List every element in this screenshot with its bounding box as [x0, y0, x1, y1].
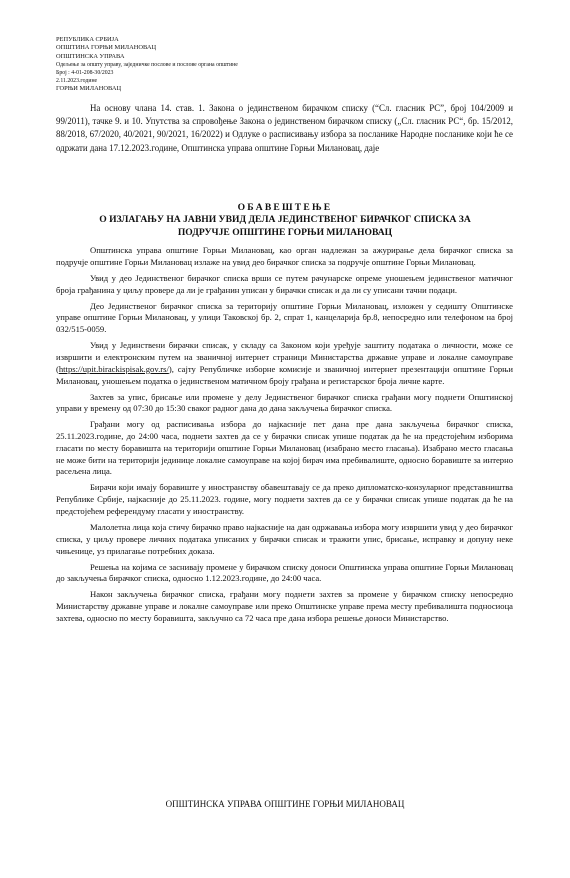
paragraph-3: Део Јединственог бирачког списка за територију општине Горњи Милановац, изложен у седишту Општинске управе општине Горњи Милановац, у улици Таковској бр. 2, спрат 1, канцеларија бр.8, непосредно или телефоном на број 032/515-0059.	[56, 300, 513, 335]
header-administration: ОПШТИНСКА УПРАВА	[56, 52, 125, 60]
notice-title	[50, 202, 520, 239]
paragraph-9: Решења на којима се заснивају промене у бирачком списку доноси Општинска управа општине Горњи Милановац до закључења бирачког списка, односно 1.12.2023.године, до 24:00 часа.	[56, 561, 513, 584]
paragraph-7: Бирачи који имају боравиште у иностранству обавештавају се да преко дипломатско-конзуларног представништва Републике Србије, најкасније до 25.11.2023. године, могу поднети захтев да се у бирачки списак упише податак да ће на предстојећем референдуму гласати у иностранству.	[56, 482, 513, 517]
header-department: Одељење за општу управу, заједничке послове и послове органа општине	[56, 62, 238, 69]
header-city: ГОРЊИ МИЛАНОВАЦ	[56, 85, 122, 93]
paragraph-4-text-after: ), сајту Републичке изборне комисије и званичној интернет презентацији општине Горњи Милановац, уношењем податка о јединственом матичном броју грађана и регистарског броја личне карте.	[56, 363, 513, 386]
document-header	[56, 36, 238, 94]
header-reference-number: Број : 4-01-208-30/2023	[56, 70, 114, 77]
header-date: 2.11.2023.године	[56, 78, 98, 85]
paragraph-2: Увид у део Јединственог бирачког списка врши се путем рачунарске опреме уношењем јединственог матичног броја грађанина у циљу провере да ли је грађанин уписан у бирачки списак и да ли су уписани тачни подаци.	[56, 272, 513, 295]
paragraph-5: Захтев за упис, брисање или промене у делу Јединственог бирачког списка грађани могу поднети Општинској управи у времену од 07:30 до 15:30 сваког радног дана до дана закључења бирачког списка.	[56, 391, 513, 414]
notice-body	[56, 245, 513, 629]
header-municipality: ОПШТИНА ГОРЊИ МИЛАНОВАЦ	[56, 44, 157, 52]
paragraph-4-text-before: Увид у Јединствени бирачки списак, у складу са Законом који уређује заштиту података о личности, може се извршити и електронским путем на званичној интернет страници Министарства државне управе и локалне самоуправе (	[56, 340, 513, 374]
paragraph-6: Грађани могу од расписивања избора до најкасније пет дана пре дана закључења бирачког списка, 25.11.2023.године, до 24:00 часа, поднети захтев да се у бирачки списак упише податак да ће на предстојећим изборима гласати по месту боравишта на територији општине Горњи Милановац (изабрано место гласања). Изабрано место гласања не може бити на територији јединице локалне самоуправе на којој бирач има пребивалиште, односно боравиште за интерно расељена лица.	[56, 419, 513, 477]
paragraph-4	[56, 340, 513, 387]
paragraph-10: Након закључења бирачког списка, грађани могу поднети захтев за промене у бирачком списку непосредно Министарству државне управе и локалне самоуправе или преко Општинске управе према месту пребивалишта подносиоца захтева, односно по месту боравишта, закључно са 72 часа пре дана избора решење доноси Министарство.	[56, 589, 513, 623]
paragraph-8: Малолетна лица која стичу бирачко право најкасније на дан одржавања избора могу извршити увид у део бирачког списка, у циљу провере личних података уписаних у бирачки списак и тражити упис, брисање, исправку и допуну неке чињенице, уз прилагање потребних доказа.	[56, 522, 513, 556]
intro-paragraph: На основу члана 14. став. 1. Закона о јединственом бирачком списку (“Сл. гласник РС”, број 104/2009 и 99/2011), тачке 9. и 10. Упутства за спровођење Закона о јединственом бирачком списку („Сл. гласник РС“, бр. 15/2012, 88/2018, 67/2020, 40/2021, 90/2021, 16/2022) и Одлуке о расписивању избора за посланике Народне посланике који ће се одржати дана 17.12.2023.године, Општинска управа општине Горњи Милановац, даје	[56, 103, 513, 153]
notice-title-line2: О ИЗЛАГАЊУ НА ЈАВНИ УВИД ДЕЛА ЈЕДИНСТВЕНОГ БИРАЧКОГ СПИСКА ЗА	[99, 214, 471, 226]
signature: ОПШТИНСКА УПРАВА ОПШТИНЕ ГОРЊИ МИЛАНОВАЦ	[165, 799, 405, 809]
notice-title-line1: ОБАВЕШТЕЊЕ	[237, 202, 333, 213]
voter-list-link[interactable]: https://upit.birackispisak.gov.rs/	[58, 363, 169, 374]
notice-title-line3: ПОДРУЧЈЕ ОПШТИНЕ ГОРЊИ МИЛАНОВАЦ	[177, 226, 393, 238]
paragraph-1: Општинска управа општине Горњи Милановац, као орган надлежан за ажурирање дела бирачког списка за подручје општине Горњи Милановац излаже на увид део бирачког списка за подручје општине Горњи Милановац.	[56, 245, 513, 267]
header-republic: РЕПУБЛИКА СРБИЈА	[56, 36, 119, 43]
